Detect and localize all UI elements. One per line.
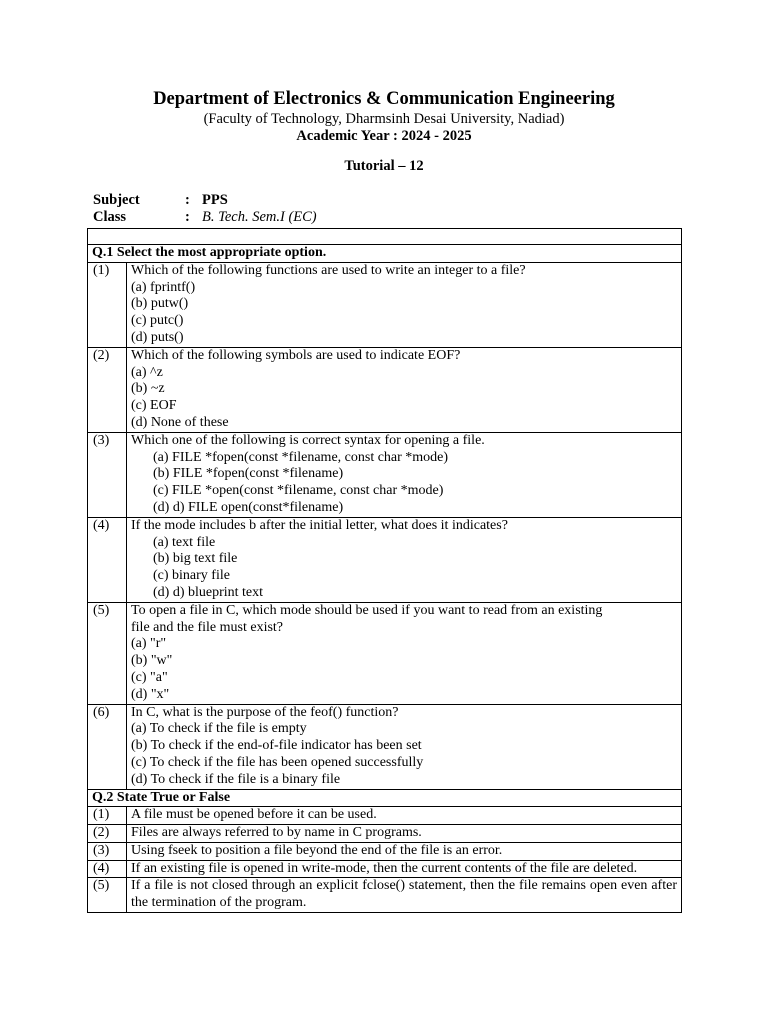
question-text: If the mode includes b after the initial letter, what does it indicates? [131,517,508,533]
statement-text: If an existing file is opened in write-mode, then the current contents of the file are deleted. [127,860,682,878]
option-text: (a) FILE *fopen(const *filename, const char *mode) [153,449,449,465]
option-text: (b) "w" [131,653,173,669]
department-title: Department of Electronics & Communication Engineering [153,89,615,109]
blank-cell [88,229,682,245]
question-row [88,602,682,704]
question-number: (3) [88,432,127,517]
option-text: (c) To check if the file has been opened successfully [131,754,424,770]
option-text: (c) EOF [131,398,177,414]
question-body [127,262,682,347]
option-text: (a) ^z [131,364,163,380]
questions-table [87,228,682,913]
question-text: file and the file must exist? [131,619,284,635]
statement-row [88,825,682,843]
option-text: (d) d) FILE open(const*filename) [153,499,344,515]
subject-info [93,192,317,226]
q1-section-heading: Q.1 Select the most appropriate option. [88,245,682,263]
academic-year: Academic Year : 2024 - 2025 [296,128,472,144]
class-row [93,209,317,226]
question-body [127,704,682,789]
class-value: B. Tech. Sem.I (EC) [202,209,317,225]
statement-text: If a file is not closed through an explicit fclose() statement, then the file remains open even after the termination of the program. [127,878,682,913]
question-number: (5) [88,602,127,704]
option-text: (b) ~z [131,381,165,397]
question-number: (4) [88,517,127,602]
question-body [127,602,682,704]
subject-row [93,192,317,209]
statement-number: (2) [88,825,127,843]
question-number: (6) [88,704,127,789]
question-text: Which of the following functions are used to write an integer to a file? [131,262,526,278]
q1-section [88,245,682,263]
question-row [88,347,682,432]
statement-text: A file must be opened before it can be used. [127,807,682,825]
option-text: (c) FILE *open(const *filename, const char *mode) [153,483,444,499]
question-body [127,432,682,517]
question-text: Which one of the following is correct syntax for opening a file. [131,432,485,448]
statement-row [88,842,682,860]
subject-value: PPS [202,192,228,208]
option-text: (a) To check if the file is empty [131,721,307,737]
statement-number: (4) [88,860,127,878]
statement-number: (5) [88,878,127,913]
question-body [127,347,682,432]
statement-text: Using fseek to position a file beyond the end of the file is an error. [127,842,682,860]
document-header [0,88,768,145]
option-text: (d) "x" [131,686,170,702]
question-text: To open a file in C, which mode should be used if you want to read from an existing [131,602,603,618]
statement-row [88,860,682,878]
option-text: (c) "a" [131,669,168,685]
q2-section-heading: Q.2 State True or False [88,789,682,807]
questions-table-body [88,229,682,913]
statement-number: (3) [88,842,127,860]
option-text: (b) big text file [153,551,238,567]
option-text: (b) FILE *fopen(const *filename) [153,466,344,482]
question-row [88,517,682,602]
statement-row [88,807,682,825]
q2-section [88,789,682,807]
option-text: (d) None of these [131,414,229,430]
option-text: (c) putc() [131,313,184,329]
question-row [88,262,682,347]
option-text: (c) binary file [153,568,230,584]
subject-colon: : [185,192,190,208]
subject-label: Subject [93,192,140,208]
option-text: (a) fprintf() [131,279,196,295]
option-text: (b) To check if the end-of-file indicator has been set [131,738,422,754]
tutorial-title: Tutorial – 12 [344,158,424,174]
option-text: (b) putw() [131,296,189,312]
statement-row [88,878,682,913]
class-label: Class [93,209,127,225]
option-text: (a) text file [153,534,216,550]
question-row [88,432,682,517]
question-number: (1) [88,262,127,347]
question-text: In C, what is the purpose of the feof() function? [131,704,399,720]
faculty-subtitle: (Faculty of Technology, Dharmsinh Desai University, Nadiad) [203,111,565,127]
option-text: (d) To check if the file is a binary file [131,771,341,787]
question-row [88,704,682,789]
statement-number: (1) [88,807,127,825]
statement-text: Files are always referred to by name in C programs. [127,825,682,843]
question-text: Which of the following symbols are used to indicate EOF? [131,347,461,363]
option-text: (a) "r" [131,636,167,652]
question-number: (2) [88,347,127,432]
blank-row [88,229,682,245]
class-colon: : [185,209,190,225]
option-text: (d) puts() [131,329,184,345]
option-text: (d) d) blueprint text [153,584,264,600]
question-body [127,517,682,602]
